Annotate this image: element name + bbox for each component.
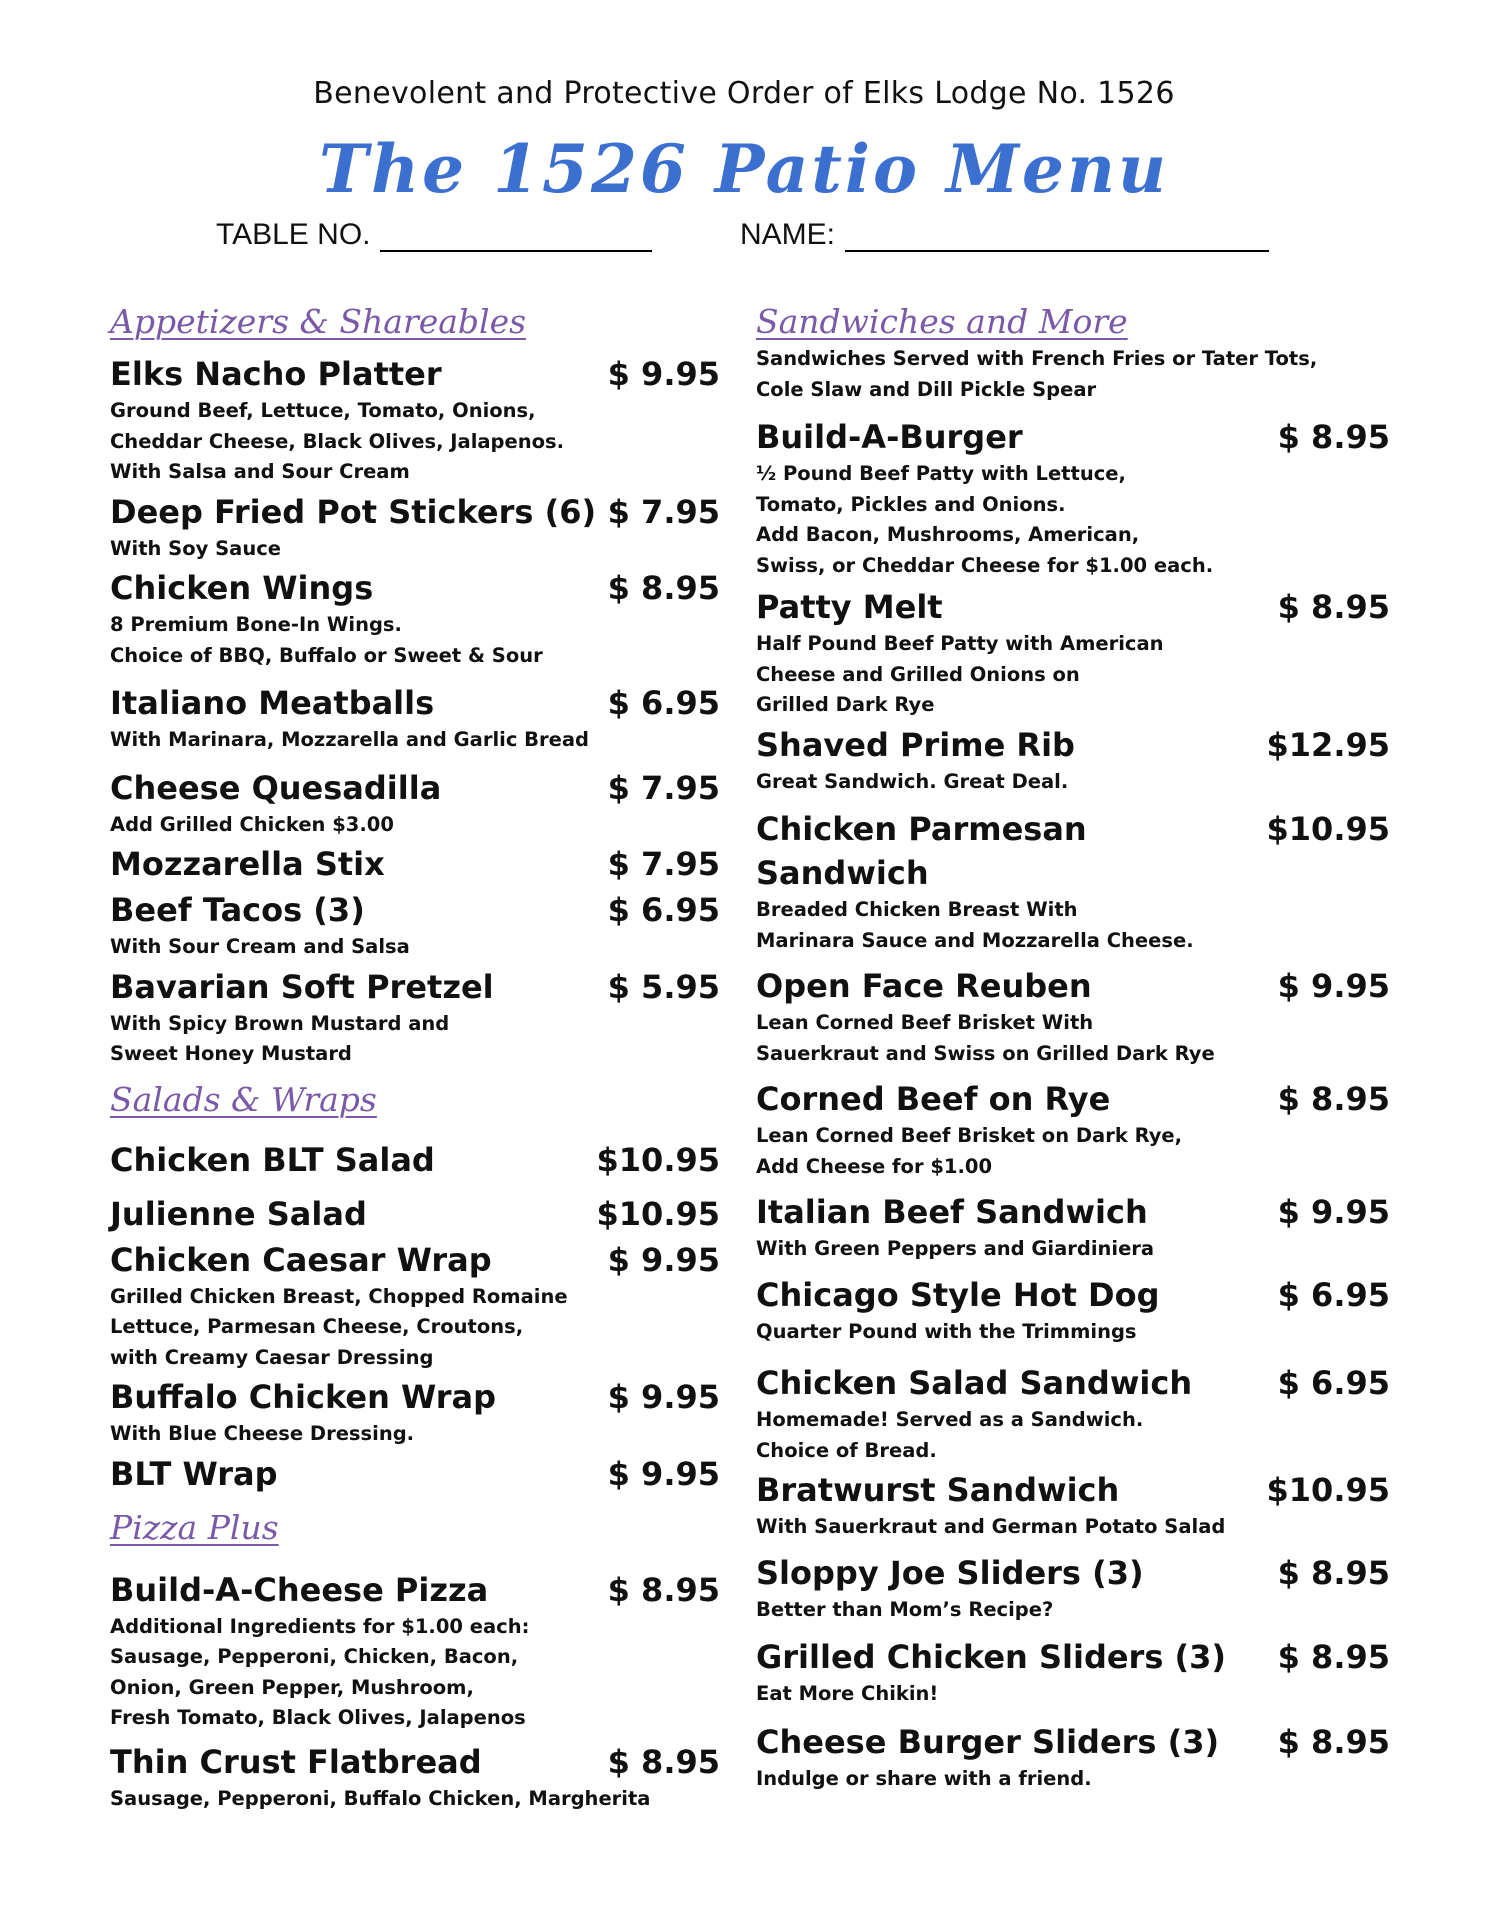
- table-number-field[interactable]: [216, 218, 652, 252]
- item-description: Cheese and Grilled Onions on: [756, 662, 1080, 686]
- item-name: Bratwurst Sandwich: [756, 1471, 1120, 1509]
- appetizers-list: [110, 352, 720, 1070]
- item-description: Marinara Sauce and Mozzarella Cheese.: [756, 928, 1194, 952]
- item-description: Add Grilled Chicken $3.00: [110, 812, 394, 836]
- menu-item: [756, 807, 1390, 956]
- item-name: Build-A-Cheese Pizza: [110, 1570, 489, 1609]
- item-name: Chicken Caesar Wrap: [110, 1240, 492, 1279]
- pizza-list: [110, 1568, 720, 1815]
- item-name: Chicken Salad Sandwich: [756, 1364, 1193, 1402]
- item-name: BLT Wrap: [110, 1454, 278, 1493]
- section-title-salads: Salads & Wraps: [110, 1079, 377, 1119]
- item-price: $ 8.95: [607, 1570, 720, 1609]
- section-title-appetizers: Appetizers & Shareables: [110, 302, 527, 341]
- item-description: Additional Ingredients for $1.00 each:: [110, 1614, 530, 1638]
- item-name: Patty Melt: [756, 588, 943, 626]
- item-price: $ 6.95: [1277, 1275, 1390, 1314]
- item-name: Italian Beef Sandwich: [756, 1193, 1148, 1231]
- right-column: [756, 300, 1390, 1794]
- item-price: $ 8.95: [1277, 1080, 1390, 1118]
- item-description: Homemade! Served as a Sandwich.: [756, 1408, 1144, 1431]
- item-price: $10.95: [596, 1194, 720, 1233]
- item-name: Beef Tacos (3): [110, 891, 365, 929]
- item-description: Cheddar Cheese, Black Olives, Jalapenos.: [110, 429, 565, 453]
- item-price: $ 7.95: [607, 845, 720, 883]
- item-price: $ 7.95: [607, 768, 720, 807]
- item-price: $ 8.95: [607, 569, 720, 607]
- item-price: $10.95: [1266, 810, 1390, 848]
- menu-item: [110, 842, 720, 886]
- item-name: Corned Beef on Rye: [756, 1080, 1111, 1118]
- item-price: $ 9.95: [607, 1378, 720, 1416]
- menu-item: [756, 1720, 1390, 1795]
- item-description: Lean Corned Beef Brisket With: [756, 1011, 1094, 1034]
- item-description: Grilled Chicken Breast, Chopped Romaine: [110, 1284, 568, 1308]
- left-column: [110, 300, 720, 1814]
- item-description: ½ Pound Beef Patty with Lettuce,: [756, 462, 1126, 485]
- menu-item: [756, 1468, 1390, 1543]
- menu-item: [756, 964, 1390, 1069]
- item-description: With Blue Cheese Dressing.: [110, 1422, 415, 1445]
- item-description: Onion, Green Pepper, Mushroom,: [110, 1675, 474, 1699]
- item-description: With Salsa and Sour Cream: [110, 460, 410, 483]
- item-description: With Spicy Brown Mustard and: [110, 1011, 450, 1035]
- section-intro: Cole Slaw and Dill Pickle Spear: [756, 377, 1097, 401]
- item-description: Lean Corned Beef Brisket on Dark Rye,: [756, 1124, 1183, 1147]
- menu-item: [756, 1361, 1390, 1466]
- item-name: Julienne Salad: [110, 1194, 367, 1233]
- item-name: Chicago Style Hot Dog: [756, 1275, 1160, 1314]
- menu-item: [110, 965, 720, 1070]
- item-name: Chicken BLT Salad: [110, 1140, 435, 1179]
- item-name: Chicken Wings: [110, 569, 374, 607]
- name-field[interactable]: [740, 218, 1269, 252]
- section-title-sandwiches: Sandwiches and More: [756, 302, 1128, 341]
- salads-list: [110, 1138, 720, 1496]
- item-description: Choice of Bread.: [756, 1438, 937, 1462]
- item-description: Quarter Pound with the Trimmings: [756, 1319, 1137, 1343]
- menu-item: [110, 1568, 720, 1734]
- menu-item: [756, 1077, 1390, 1182]
- item-price: $10.95: [1266, 1471, 1390, 1509]
- table-number-blank[interactable]: [380, 220, 652, 252]
- menu-item: [110, 352, 720, 488]
- item-description: Indulge or share with a friend.: [756, 1766, 1092, 1790]
- item-description: with Creamy Caesar Dressing: [110, 1345, 434, 1369]
- item-description: 8 Premium Bone-In Wings.: [110, 613, 402, 636]
- item-name: Chicken Parmesan Sandwich: [756, 810, 1087, 892]
- item-name: Sloppy Joe Sliders (3): [756, 1553, 1144, 1592]
- item-description: Fresh Tomato, Black Olives, Jalapenos: [110, 1706, 526, 1729]
- item-price: $ 9.95: [607, 1240, 720, 1279]
- item-description: Sausage, Pepperoni, Buffalo Chicken, Margherita: [110, 1786, 651, 1810]
- item-description: Half Pound Beef Patty with American: [756, 632, 1164, 655]
- menu-item: [110, 1740, 720, 1815]
- menu-item: [110, 888, 720, 963]
- item-description: Sausage, Pepperoni, Chicken, Bacon,: [110, 1645, 519, 1668]
- menu-item: [756, 1551, 1390, 1626]
- item-price: $10.95: [596, 1140, 720, 1179]
- menu-item: [756, 1273, 1390, 1348]
- item-price: $ 9.95: [1277, 1193, 1390, 1231]
- menu-item: [110, 681, 720, 756]
- item-price: $ 9.95: [607, 355, 720, 393]
- item-price: $ 7.95: [607, 492, 720, 531]
- menu-item: [756, 585, 1390, 721]
- item-description: With Sour Cream and Salsa: [110, 935, 410, 958]
- item-price: $ 8.95: [1277, 418, 1390, 456]
- item-name: Elks Nacho Platter: [110, 355, 442, 393]
- menu-item: [110, 1138, 720, 1182]
- item-price: $ 6.95: [607, 891, 720, 929]
- item-description: Tomato, Pickles and Onions.: [756, 492, 1066, 516]
- item-name: Thin Crust Flatbread: [110, 1742, 482, 1781]
- item-name: Mozzarella Stix: [110, 845, 385, 883]
- item-description: Grilled Dark Rye: [756, 693, 935, 716]
- item-price: $ 6.95: [607, 684, 720, 722]
- item-name: Shaved Prime Rib: [756, 725, 1075, 764]
- name-label: NAME:: [740, 218, 836, 251]
- menu-item: [756, 1635, 1390, 1710]
- item-price: $ 9.95: [1277, 967, 1390, 1005]
- sandwiches-list: [756, 415, 1390, 1794]
- table-number-label: TABLE NO.: [216, 218, 371, 251]
- lodge-name: Benevolent and Protective Order of Elks Lodge No. 1526: [313, 76, 1175, 111]
- item-price: $ 5.95: [607, 967, 720, 1006]
- item-description: Lettuce, Parmesan Cheese, Croutons,: [110, 1315, 524, 1338]
- menu-item: [110, 1192, 720, 1236]
- menu-item: [756, 415, 1390, 581]
- item-name: Cheese Quesadilla: [110, 768, 442, 807]
- menu-item: [110, 1375, 720, 1450]
- menu-item: [756, 1190, 1390, 1265]
- item-description: Better than Mom’s Recipe?: [756, 1597, 1054, 1621]
- item-description: Sweet Honey Mustard: [110, 1042, 352, 1065]
- item-price: $ 8.95: [1277, 1553, 1390, 1592]
- item-description: With Marinara, Mozzarella and Garlic Bread: [110, 728, 589, 751]
- item-description: Add Cheese for $1.00: [756, 1154, 993, 1178]
- section-intro: Sandwiches Served with French Fries or Tater Tots,: [756, 347, 1318, 370]
- name-blank[interactable]: [845, 220, 1269, 252]
- item-description: Add Bacon, Mushrooms, American,: [756, 523, 1140, 546]
- item-price: $ 6.95: [1277, 1364, 1390, 1402]
- item-description: Swiss, or Cheddar Cheese for $1.00 each.: [756, 553, 1214, 577]
- item-price: $ 8.95: [607, 1742, 720, 1781]
- item-description: Eat More Chikin!: [756, 1682, 939, 1705]
- item-name: Buffalo Chicken Wrap: [110, 1378, 497, 1416]
- item-description: Ground Beef, Lettuce, Tomato, Onions,: [110, 399, 536, 422]
- item-price: $ 8.95: [1277, 588, 1390, 626]
- item-name: Cheese Burger Sliders (3): [756, 1722, 1220, 1761]
- item-description: Choice of BBQ, Buffalo or Sweet & Sour: [110, 643, 543, 667]
- item-description: Breaded Chicken Breast With: [756, 898, 1078, 921]
- menu-item: [110, 1452, 720, 1496]
- menu-item: [756, 723, 1390, 798]
- item-description: With Sauerkraut and German Potato Salad: [756, 1515, 1226, 1538]
- menu-item: [110, 566, 720, 671]
- item-description: Sauerkraut and Swiss on Grilled Dark Rye: [756, 1041, 1215, 1065]
- item-price: $ 9.95: [607, 1454, 720, 1493]
- item-description: With Soy Sauce: [110, 536, 281, 560]
- item-price: $ 8.95: [1277, 1638, 1390, 1676]
- menu-item: [110, 490, 720, 565]
- menu-item: [110, 1238, 720, 1374]
- item-description: Great Sandwich. Great Deal.: [756, 769, 1069, 793]
- section-title-pizza: Pizza Plus: [110, 1507, 279, 1547]
- item-name: Italiano Meatballs: [110, 684, 435, 722]
- item-description: With Green Peppers and Giardiniera: [756, 1237, 1155, 1260]
- menu-item: [110, 766, 720, 841]
- item-name: Bavarian Soft Pretzel: [110, 967, 494, 1006]
- menu-title: The 1526 Patio Menu: [319, 130, 1169, 208]
- item-name: Deep Fried Pot Stickers (6): [110, 492, 597, 531]
- item-price: $12.95: [1266, 725, 1390, 764]
- item-price: $ 8.95: [1277, 1722, 1390, 1761]
- item-name: Build-A-Burger: [756, 418, 1023, 456]
- item-name: Open Face Reuben: [756, 967, 1092, 1005]
- item-name: Grilled Chicken Sliders (3): [756, 1638, 1227, 1676]
